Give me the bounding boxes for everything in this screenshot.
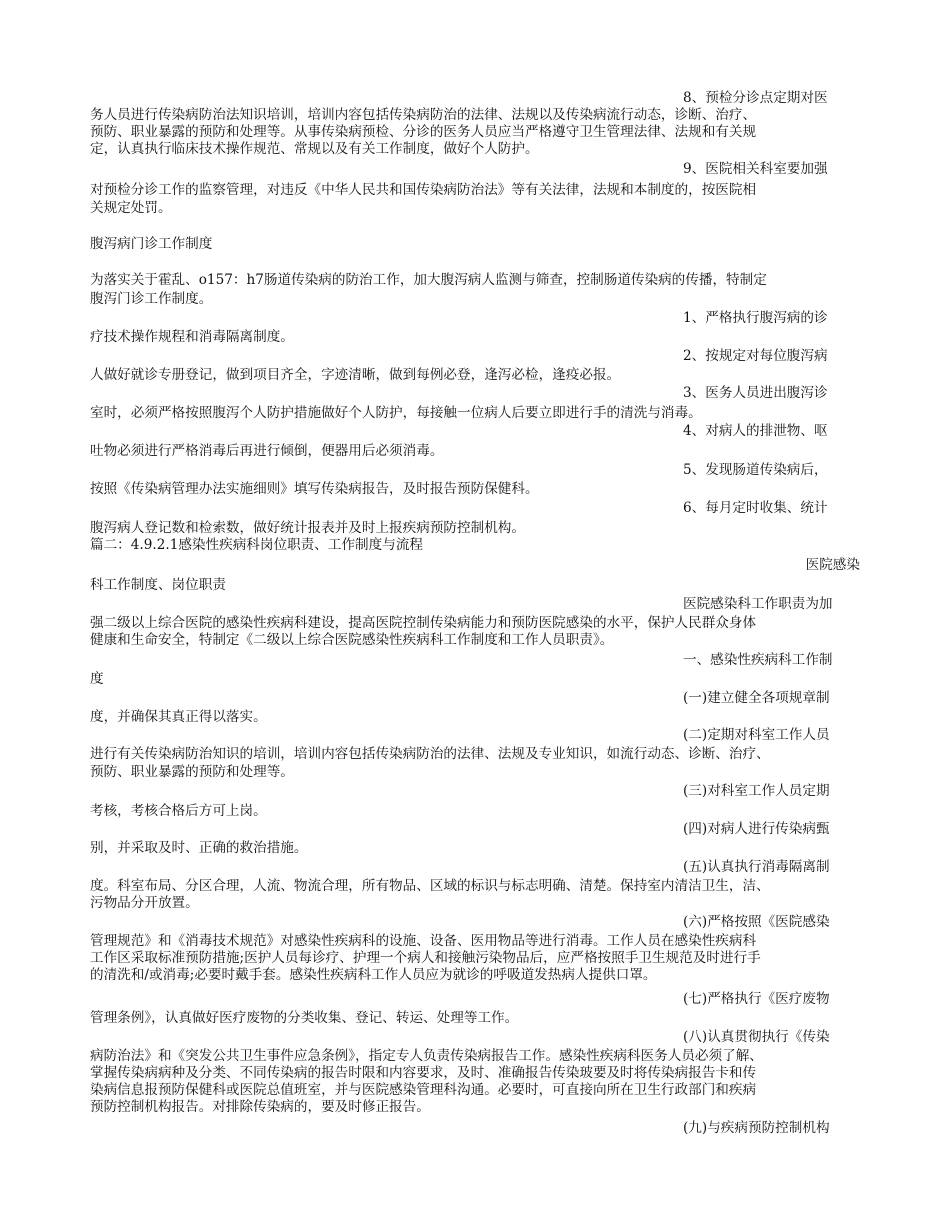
- text-line: 9、医院相关科室要加强: [683, 161, 828, 177]
- text-line: 3、医务人员进出腹泻诊: [683, 385, 828, 401]
- text-line: (七)严格执行《医疗废物: [683, 991, 830, 1007]
- text-line: 管理规范》和《消毒技术规范》对感染性疾病科的设施、设备、医用物品等进行消毒。工作人员在感染性疾病科: [90, 933, 757, 949]
- text-line: 1、严格执行腹泻病的诊: [683, 310, 828, 326]
- text-line: (一)建立健全各项规章制: [683, 690, 830, 706]
- text-line: 科工作制度、岗位职责: [90, 577, 226, 593]
- text-line: 预防、职业暴露的预防和处理等。: [90, 764, 294, 780]
- text-line: 吐物必须进行严格消毒后再进行倾倒，便器用后必须消毒。: [90, 443, 444, 459]
- text-line: 腹泻门诊工作制度。: [90, 291, 213, 307]
- text-line: 强二级以上综合医院的感染性疾病科建设，提高医院控制传染病能力和预防医院感染的水平，保护人民群众身体: [90, 615, 757, 631]
- text-line: 医院感染科工作职责为加: [683, 596, 833, 612]
- text-line: 度: [90, 671, 104, 687]
- text-line: 健康和生命安全，特制定《二级以上综合医院感染性疾病科工作制度和工作人员职责》。: [90, 632, 614, 648]
- text-line: (四)对病人进行传染病甄: [683, 821, 830, 837]
- text-line: 预防、职业暴露的预防和处理等。从事传染病预检、分诊的医务人员应当严格遵守卫生管理法律、法规和有关规: [90, 124, 757, 140]
- text-line: 医院感染: [805, 557, 860, 573]
- text-line: 预防控制机构报告。对排除传染病的，要及时修正报告。: [90, 1099, 430, 1115]
- text-line: 别，并采取及时、正确的救治措施。: [90, 840, 308, 856]
- text-line: 按照《传染病管理办法实施细则》填写传染病报告，及时报告预防保健科。: [90, 481, 539, 497]
- text-line: 8、预检分诊点定期对医: [683, 90, 828, 106]
- text-line: (九)与疾病预防控制机构: [683, 1120, 830, 1136]
- text-line: 考核，考核合格后方可上岗。: [90, 803, 267, 819]
- text-line: 人做好就诊专册登记，做到项目齐全，字迹清晰，做到每例必登，逢泻必检，逢疫必报。: [90, 367, 621, 383]
- text-line: 一、感染性疾病科工作制: [683, 652, 833, 668]
- text-line: (二)定期对科室工作人员: [683, 727, 830, 743]
- text-line: 2、按规定对每位腹泻病: [683, 348, 828, 364]
- text-line: 工作区采取标准预防措施;医护人员每诊疗、护理一个病人和接触污染物品后，应严格按照手卫生规范及时进行手: [90, 950, 761, 966]
- text-line: 管理条例》，认真做好医疗废物的分类收集、登记、转运、处理等工作。: [90, 1010, 519, 1026]
- text-line: 污物品分开放置。: [90, 895, 199, 911]
- text-line: 4、对病人的排泄物、呕: [683, 423, 828, 439]
- text-line: 室时，必须严格按照腹泻个人防护措施做好个人防护，每接触一位病人后要立即进行手的清洗与消毒。: [90, 405, 702, 421]
- text-line: (三)对科室工作人员定期: [683, 783, 830, 799]
- text-line: 的清洗和/或消毒;必要时戴手套。感染性疾病科工作人员应为就诊的呼吸道发热病人提供口罩。: [90, 967, 657, 983]
- text-line: 对预检分诊工作的监察管理，对违反《中华人民共和国传染病防治法》等有关法律，法规和本制度的，按医院相: [90, 182, 757, 198]
- text-line: 务人员进行传染病防治法知识培训，培训内容包括传染病防治的法律、法规以及传染病流行动态，诊断、治疗、: [90, 107, 757, 123]
- text-line: 染病信息报预防保健科或医院总值班室，并与医院感染管理科沟通。必要时，可直接向所在卫生行政部门和疾病: [90, 1082, 757, 1098]
- text-line: (八)认真贯彻执行《传染: [683, 1029, 830, 1045]
- section-heading: 腹泻病门诊工作制度: [90, 236, 213, 252]
- text-line: 疗技术操作规程和消毒隔离制度。: [90, 329, 294, 345]
- text-line: 掌握传染病病种及分类、不同传染病的报告时限和内容要求，及时、准确报告传染玻要及时将传染病报告卡和传: [90, 1065, 757, 1081]
- text-line: 为落实关于霍乱、o157：h7肠道传染病的防治工作，加大腹泻病人监测与筛查，控制肠道传染病的传播，特制定: [90, 272, 767, 288]
- text-line: 进行有关传染病防治知识的培训，培训内容包括传染病防治的法律、法规及专业知识，如流行动态、诊断、治疗、: [90, 746, 770, 762]
- text-line: (六)严格按照《医院感染: [683, 914, 830, 930]
- text-line: 病防治法》和《突发公共卫生事件应急条例》，指定专人负责传染病报告工作。感染性疾病科医务人员必须了解、: [90, 1048, 763, 1064]
- section-heading: 篇二：4.9.2.1感染性疾病科岗位职责、工作制度与流程: [90, 537, 424, 553]
- text-line: 关规定处罚。: [90, 200, 172, 216]
- text-line: 6、每月定时收集、统计: [683, 500, 828, 516]
- text-line: (五)认真执行消毒隔离制: [683, 859, 830, 875]
- text-line: 度，并确保其真正得以落实。: [90, 709, 267, 725]
- text-line: 度。科室布局、分区合理，人流、物流合理，所有物品、区域的标识与标志明确、清楚。保持室内清洁卫生，洁、: [90, 878, 770, 894]
- text-line: 定，认真执行临床技术操作规范、常规以及有关工作制度，做好个人防护。: [90, 141, 539, 157]
- text-line: 腹泻病人登记数和检索数，做好统计报表并及时上报疾病预防控制机构。: [90, 520, 525, 536]
- text-line: 5、发现肠道传染病后，: [683, 462, 828, 478]
